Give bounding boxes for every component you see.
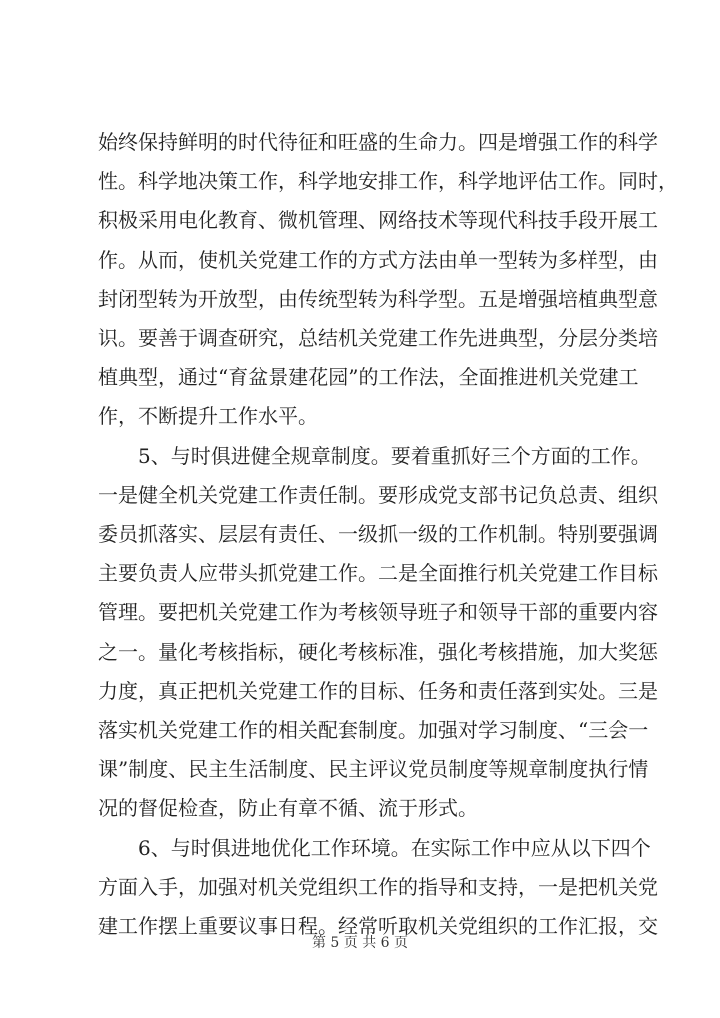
- text-line: 封闭型转为开放型，由传统型转为科学型。五是增强培植典型意: [98, 287, 658, 311]
- text-line: 况的督促检查，防止有章不循、流于形式。: [98, 796, 478, 820]
- text-line: 力度，真正把机关党建工作的目标、任务和责任落到实处。三是: [98, 679, 658, 703]
- text-line: 委员抓落实、层层有责任、一级抓一级的工作机制。特别要强调: [98, 522, 658, 546]
- text-line: 管理。要把机关党建工作为考核领导班子和领导干部的重要内容: [98, 600, 658, 624]
- text-line: 一是健全机关党建工作责任制。要形成党支部书记负总责、组织: [98, 483, 658, 507]
- text-line: 建工作摆上重要议事日程。经常听取机关党组织的工作汇报，交: [98, 914, 658, 938]
- text-line: 作，不断提升工作水平。: [98, 404, 318, 428]
- text-line: 始终保持鲜明的时代待征和旺盛的生命力。四是增强工作的科学: [98, 130, 658, 154]
- text-line: 之一。量化考核指标，硬化考核标准，强化考核措施，加大奖惩: [98, 640, 658, 664]
- text-line: 落实机关党建工作的相关配套制度。加强对学习制度、“三会一: [98, 718, 649, 742]
- text-line: 主要负责人应带头抓党建工作。二是全面推行机关党建工作目标: [98, 561, 658, 585]
- text-line: 作。从而，使机关党建工作的方式方法由单一型转为多样型，由: [98, 248, 658, 272]
- text-line: 方面入手，加强对机关党组织工作的指导和支持，一是把机关党: [98, 875, 658, 899]
- page-number-footer: 第 5 页 共 6 页: [311, 935, 409, 951]
- text-line: 积极采用电化教育、微机管理、网络技术等现代科技手段开展工: [98, 208, 658, 232]
- paragraph-start-line: 5、与时俱进健全规章制度。要着重抓好三个方面的工作。: [98, 444, 651, 468]
- text-line: 课”制度、民主生活制度、民主评议党员制度等规章制度执行情: [98, 757, 649, 781]
- text-line: 植典型，通过“育盆景建花园”的工作法，全面推进机关党建工: [98, 365, 639, 389]
- text-line: 识。要善于调查研究，总结机关党建工作先进典型，分层分类培: [98, 326, 658, 350]
- paragraph-start-line: 6、与时俱进地优化工作环境。在实际工作中应从以下四个: [98, 836, 651, 860]
- text-line: 性。科学地决策工作，科学地安排工作，科学地评估工作。同时，: [98, 169, 678, 193]
